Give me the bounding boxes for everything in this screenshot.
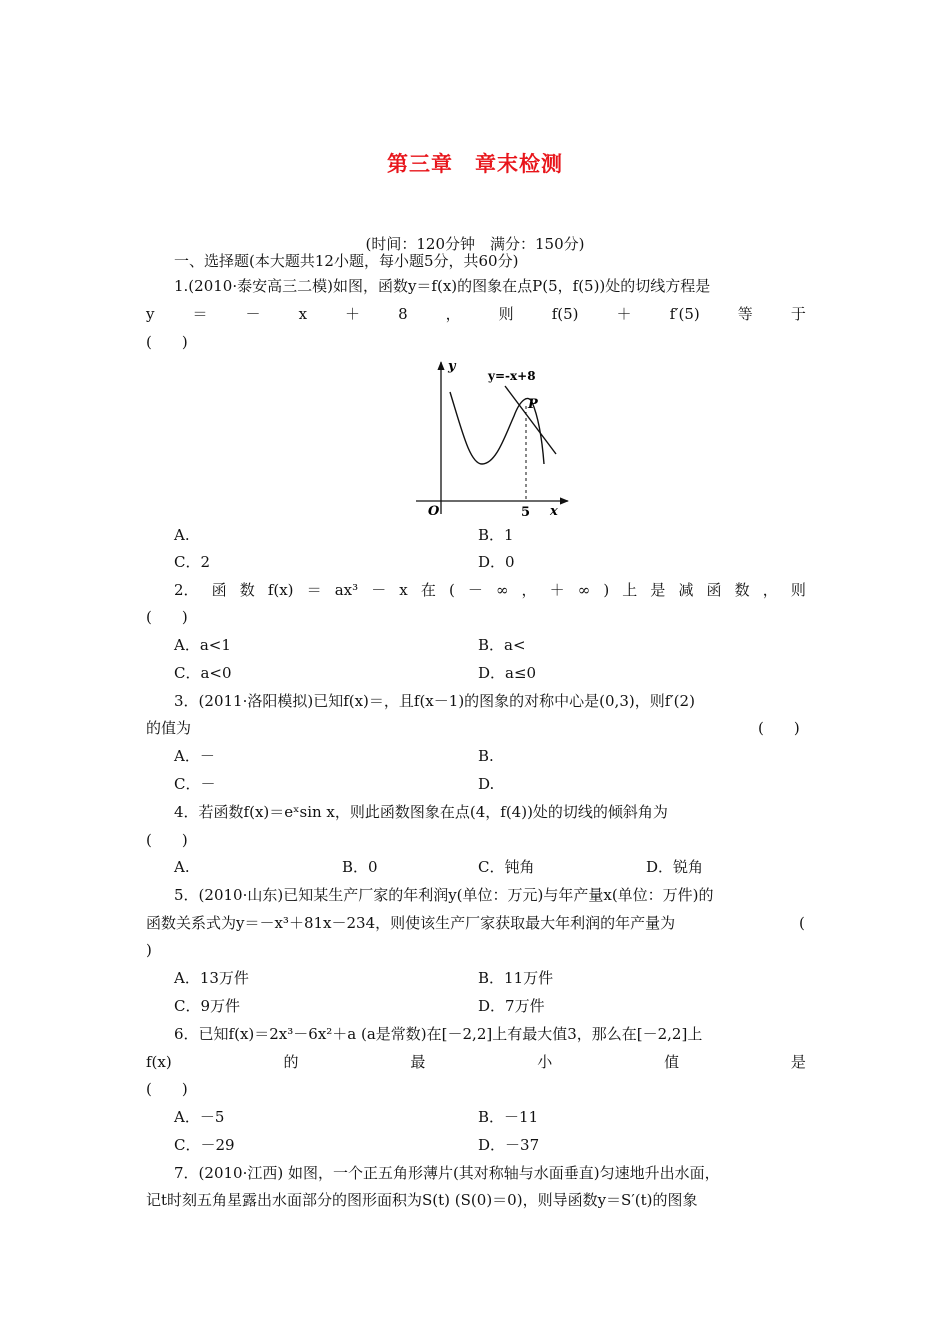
y-axis-label: y <box>448 359 456 374</box>
q6-line2-token: 最 <box>410 1053 426 1071</box>
q2-line1-token: 则 <box>790 581 806 599</box>
q2-line1-token: 上 <box>622 581 638 599</box>
q4-option-b: B．0 <box>342 858 378 876</box>
q1-line2-token: ， <box>445 305 461 323</box>
q6-line2-token: 值 <box>664 1053 680 1071</box>
q2-line1-token: 减 <box>678 581 694 599</box>
q1-option-a: A. <box>174 526 190 544</box>
q6-line1: 6．已知f(x)＝2x³－6x²＋a (a是常数)在[－2,2]上有最大值3，那么在[－2,2]上 <box>174 1025 703 1043</box>
q5-option-b: B．11万件 <box>478 969 554 987</box>
q2-line1-token: 在 <box>420 581 436 599</box>
q2-line1 <box>174 576 806 604</box>
q2-answer-paren: ( ) <box>146 608 188 626</box>
q3-answer-paren: ( ) <box>758 719 800 737</box>
q1-line2-token: ＋ <box>616 305 632 323</box>
q1-answer-paren: ( ) <box>146 333 188 351</box>
q2-option-b: B．a< <box>478 636 526 654</box>
q2-line1-token: 数 <box>734 581 750 599</box>
q2-line1-token: － <box>467 581 483 599</box>
q2-line1-token: 是 <box>650 581 666 599</box>
q6-option-b: B．－11 <box>478 1108 539 1126</box>
q3-line2: 的值为 <box>146 719 192 737</box>
q6-line2-token: 是 <box>790 1053 806 1071</box>
q6-option-a: A．－5 <box>174 1108 225 1126</box>
q1-line2 <box>146 300 806 328</box>
q3-option-b: B. <box>478 747 494 765</box>
x-axis-label: x <box>550 504 558 519</box>
q3-option-c: C．－ <box>174 775 216 793</box>
q5-option-a: A．13万件 <box>174 969 249 987</box>
q6-line2-token: 小 <box>537 1053 553 1071</box>
q1-line2-token: y <box>146 305 155 323</box>
q6-answer-paren: ( ) <box>146 1080 188 1098</box>
q4-line1: 4．若函数f(x)＝eˣsin x，则此函数图象在点(4，f(4))处的切线的倾斜角为 <box>174 803 668 821</box>
q6-option-c: C．－29 <box>174 1136 235 1154</box>
q1-line2-token: 8 <box>398 305 408 323</box>
q4-option-c: C．钝角 <box>478 858 535 876</box>
page-title: 第三章 章末检测 <box>387 152 563 176</box>
q5-paren-open: ( <box>799 914 805 932</box>
q1-line2-token: － <box>245 305 261 323</box>
q1-line2-token: ＝ <box>192 305 208 323</box>
q1-line2-token: f′(5) <box>669 305 700 323</box>
q2-line1-token: ∞ <box>495 581 509 599</box>
q2-line1-token: 函 <box>706 581 722 599</box>
q1-line1: 1.(2010·泰安高三二模)如图，函数y＝f(x)的图象在点P(5，f(5))处的切线方程是 <box>174 277 711 295</box>
q5-option-c: C．9万件 <box>174 997 241 1015</box>
q4-option-d: D．锐角 <box>646 858 704 876</box>
q3-line1: 3．(2011·洛阳模拟)已知f(x)＝，且f(x－1)的图象的对称中心是(0,3)，则f′(2) <box>174 692 695 710</box>
q2-line1-token: 数 <box>239 581 255 599</box>
q2-line1-token: ax³ <box>334 581 359 599</box>
q5-line2: 函数关系式为y＝－x³＋81x－234，则使该生产厂家获取最大年利润的年产量为 <box>146 914 676 932</box>
exam-meta: (时间：120分钟 满分：150分) <box>365 235 585 253</box>
q7-line1: 7．(2010·江西) 如图，一个正五角形薄片(其对称轴与水面垂直)匀速地升出水面， <box>174 1164 720 1182</box>
q1-option-b: B．1 <box>478 526 514 544</box>
q2-line1-token: ， <box>521 581 537 599</box>
q4-option-a: A. <box>174 858 190 876</box>
q6-line2-token: 的 <box>283 1053 299 1071</box>
q1-line2-token: f(5) <box>551 305 579 323</box>
q2-line1-token: 2． <box>174 581 199 599</box>
q2-line1-token: ( <box>448 581 455 599</box>
q5-option-d: D．7万件 <box>478 997 545 1015</box>
q2-line1-token: f(x) <box>267 581 294 599</box>
q4-answer-paren: ( ) <box>146 831 188 849</box>
q3-option-d: D. <box>478 775 495 793</box>
q5-paren-close: ) <box>146 941 152 959</box>
q6-line2 <box>146 1048 806 1076</box>
q1-figure <box>410 356 580 520</box>
q5-line1: 5．(2010·山东)已知某生产厂家的年利润y(单位：万元)与年产量x(单位：万件)的 <box>174 886 714 904</box>
q2-line1-token: 函 <box>211 581 227 599</box>
q1-line2-token: ＋ <box>345 305 361 323</box>
q2-line1-token: ∞ <box>577 581 591 599</box>
q2-line1-token: ＝ <box>306 581 322 599</box>
q1-line2-token: 于 <box>790 305 806 323</box>
q2-line1-token: ) <box>603 581 610 599</box>
q1-line2-token: x <box>298 305 308 323</box>
q1-line2-token: 则 <box>498 305 514 323</box>
q2-line1-token: x <box>399 581 408 599</box>
q2-line1-token: ， <box>762 581 778 599</box>
q1-option-c: C．2 <box>174 553 211 571</box>
x-tick-label: 5 <box>521 505 531 520</box>
origin-label: O <box>428 504 440 519</box>
q6-option-d: D．－37 <box>478 1136 540 1154</box>
q2-option-c: C．a<0 <box>174 664 232 682</box>
q2-line1-token: ＋ <box>549 581 565 599</box>
tangent-label: y=-x+8 <box>488 369 536 383</box>
q2-option-a: A．a<1 <box>174 636 231 654</box>
q3-option-a: A．－ <box>174 747 215 765</box>
q2-option-d: D．a≤0 <box>478 664 537 682</box>
q7-line2: 记t时刻五角星露出水面部分的图形面积为S(t) (S(0)＝0)，则导函数y＝S′(t)的图象 <box>146 1191 698 1209</box>
q2-line1-token: － <box>371 581 387 599</box>
q1-line2-token: 等 <box>737 305 753 323</box>
q1-option-d: D．0 <box>478 553 515 571</box>
section-heading: 一、选择题(本大题共12小题，每小题5分，共60分) <box>174 252 519 270</box>
q6-line2-token: f(x) <box>146 1053 172 1071</box>
point-label: P <box>528 397 538 412</box>
